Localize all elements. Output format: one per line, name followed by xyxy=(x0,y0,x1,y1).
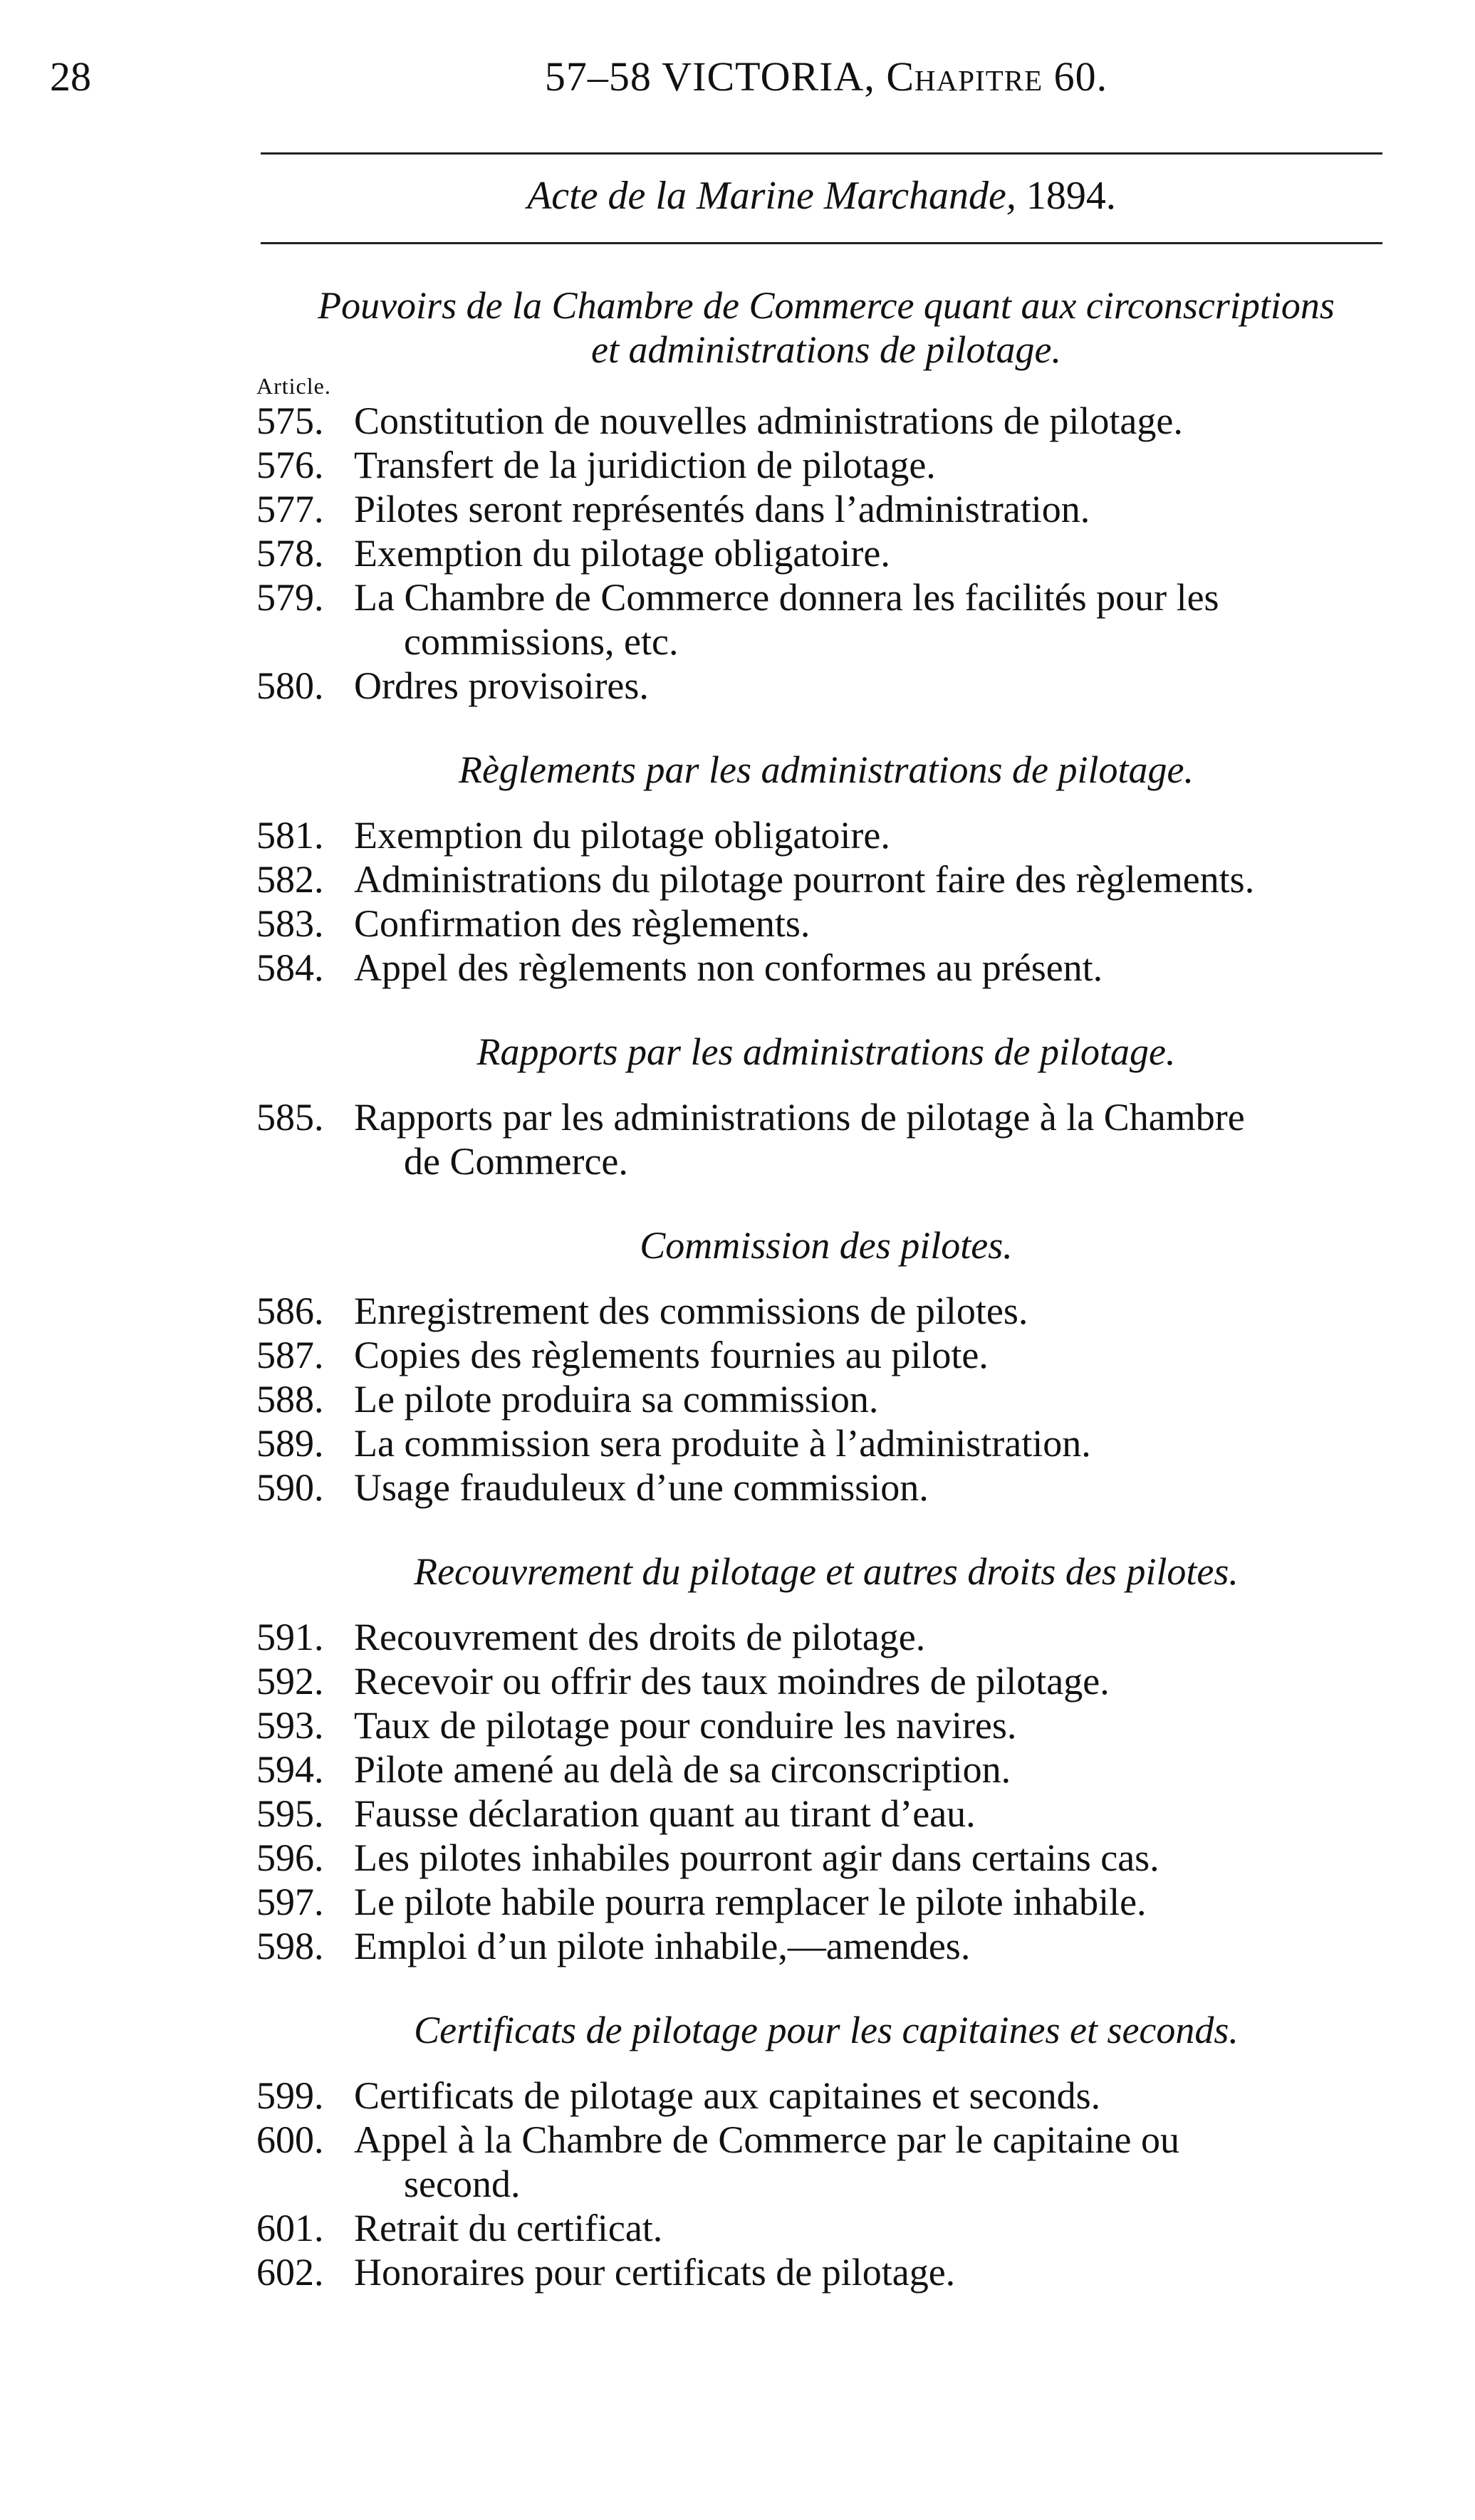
article-text: Le pilote produira sa commission. xyxy=(354,1378,879,1421)
section-recouvrement xyxy=(256,1549,1396,1968)
article-number: 602. xyxy=(256,2251,324,2294)
list-item xyxy=(256,2206,1396,2250)
article-number: 590. xyxy=(256,1466,324,1509)
act-title-name: Acte de la Marine Marchande, xyxy=(527,174,1016,218)
list-item xyxy=(256,1095,1396,1183)
article-number: 576. xyxy=(256,444,324,486)
section-certificats xyxy=(256,2008,1396,2294)
article-number: 583. xyxy=(256,902,324,945)
article-number: 577. xyxy=(256,488,324,530)
article-text: Copies des règlements fournies au pilote. xyxy=(354,1334,989,1376)
list-item xyxy=(256,1289,1396,1333)
section-rapports xyxy=(256,1030,1396,1183)
article-number: 586. xyxy=(256,1290,324,1332)
article-number: 598. xyxy=(256,1925,324,1967)
article-text-continuation: de Commerce. xyxy=(404,1140,628,1183)
article-text: Rapports par les administrations de pilotage à la Chambre xyxy=(354,1096,1245,1139)
article-number: 596. xyxy=(256,1836,324,1879)
article-number: 594. xyxy=(256,1748,324,1791)
article-number: 581. xyxy=(256,814,324,857)
list-item xyxy=(256,664,1396,708)
running-head-chapter: Chapitre 60. xyxy=(886,53,1108,100)
list-item xyxy=(256,2250,1396,2294)
article-text: La Chambre de Commerce donnera les facilités pour les xyxy=(354,576,1219,619)
act-title xyxy=(261,173,1382,219)
list-item xyxy=(256,575,1396,664)
section-reglements xyxy=(256,748,1396,990)
article-number: 584. xyxy=(256,946,324,989)
entry-list xyxy=(256,813,1396,990)
list-item xyxy=(256,1880,1396,1924)
article-text: Les pilotes inhabiles pourront agir dans certains cas. xyxy=(354,1836,1159,1879)
article-number: 585. xyxy=(256,1096,324,1139)
article-text: Exemption du pilotage obligatoire. xyxy=(354,532,890,575)
article-number: 588. xyxy=(256,1378,324,1421)
section-heading-line: Pouvoirs de la Chambre de Commerce quant aux circonscriptions xyxy=(318,284,1335,327)
article-number: 580. xyxy=(256,664,324,707)
article-number: 587. xyxy=(256,1334,324,1376)
list-item xyxy=(256,1659,1396,1703)
page-number: 28 xyxy=(50,53,91,100)
entry-list xyxy=(256,399,1396,708)
list-item xyxy=(256,443,1396,487)
list-item xyxy=(256,901,1396,946)
article-text: Taux de pilotage pour conduire les navires. xyxy=(354,1704,1017,1747)
section-heading: Recouvrement du pilotage et autres droits des pilotes. xyxy=(414,1550,1239,1593)
list-item xyxy=(256,2074,1396,2118)
list-item xyxy=(256,1747,1396,1792)
list-item xyxy=(256,1792,1396,1836)
article-number: 595. xyxy=(256,1792,324,1835)
article-text-continuation: commissions, etc. xyxy=(404,620,679,663)
article-number: 599. xyxy=(256,2074,324,2117)
list-item xyxy=(256,857,1396,901)
article-text: Appel des règlements non conformes au présent. xyxy=(354,946,1103,989)
article-number: 575. xyxy=(256,399,324,442)
entry-list xyxy=(256,2074,1396,2294)
article-text: Ordres provisoires. xyxy=(354,664,649,707)
section-pouvoirs xyxy=(256,283,1396,708)
entry-list xyxy=(256,1095,1396,1183)
article-text: Administrations du pilotage pourront faire des règlements. xyxy=(354,858,1255,901)
list-item xyxy=(256,1465,1396,1510)
section-heading-line: et administrations de pilotage. xyxy=(591,328,1061,371)
article-number: 582. xyxy=(256,858,324,901)
article-text: Pilotes seront représentés dans l’administration. xyxy=(354,488,1090,530)
article-number: 579. xyxy=(256,576,324,619)
table-of-contents xyxy=(256,283,1396,2294)
list-item xyxy=(256,1377,1396,1421)
list-item xyxy=(256,1333,1396,1377)
entry-list xyxy=(256,1615,1396,1968)
section-heading: Certificats de pilotage pour les capitaines et seconds. xyxy=(414,2009,1239,2051)
top-rule xyxy=(261,152,1382,155)
running-head xyxy=(256,53,1396,100)
list-item xyxy=(256,531,1396,575)
article-text: Usage frauduleux d’une commission. xyxy=(354,1466,929,1509)
article-number: 593. xyxy=(256,1704,324,1747)
list-item xyxy=(256,1924,1396,1968)
article-number: 600. xyxy=(256,2118,324,2161)
article-text: Honoraires pour certificats de pilotage. xyxy=(354,2251,956,2294)
article-number: 591. xyxy=(256,1616,324,1658)
article-number: 597. xyxy=(256,1881,324,1923)
article-text: Transfert de la juridiction de pilotage. xyxy=(354,444,936,486)
section-commission xyxy=(256,1223,1396,1510)
article-text-continuation: second. xyxy=(404,2163,521,2205)
article-text: Constitution de nouvelles administrations de pilotage. xyxy=(354,399,1183,442)
article-text: Recevoir ou offrir des taux moindres de pilotage. xyxy=(354,1660,1110,1703)
article-number: 601. xyxy=(256,2207,324,2249)
entry-list xyxy=(256,1289,1396,1510)
article-text: Confirmation des règlements. xyxy=(354,902,811,945)
section-heading: Commission des pilotes. xyxy=(640,1224,1013,1267)
article-text: Exemption du pilotage obligatoire. xyxy=(354,814,890,857)
list-item xyxy=(256,2118,1396,2206)
article-text: Pilote amené au delà de sa circonscription. xyxy=(354,1748,1011,1791)
article-number: 589. xyxy=(256,1422,324,1465)
article-text: Enregistrement des commissions de pilotes. xyxy=(354,1290,1028,1332)
article-text: La commission sera produite à l’administration. xyxy=(354,1422,1091,1465)
article-text: Emploi d’un pilote inhabile,—amendes. xyxy=(354,1925,971,1967)
list-item xyxy=(256,1421,1396,1465)
article-text: Recouvrement des droits de pilotage. xyxy=(354,1616,926,1658)
list-item xyxy=(256,946,1396,990)
bottom-rule xyxy=(261,242,1382,244)
section-heading xyxy=(256,283,1396,372)
article-text: Fausse déclaration quant au tirant d’eau. xyxy=(354,1792,976,1835)
article-text: Le pilote habile pourra remplacer le pilote inhabile. xyxy=(354,1881,1147,1923)
article-label: Article. xyxy=(256,373,331,399)
running-head-title: 57–58 VICTORIA, xyxy=(544,53,875,100)
article-text: Certificats de pilotage aux capitaines et seconds. xyxy=(354,2074,1101,2117)
list-item xyxy=(256,1615,1396,1659)
section-heading: Rapports par les administrations de pilotage. xyxy=(476,1030,1176,1073)
list-item xyxy=(256,1703,1396,1747)
list-item xyxy=(256,1836,1396,1880)
article-number: 592. xyxy=(256,1660,324,1703)
article-number: 578. xyxy=(256,532,324,575)
act-title-year: 1894. xyxy=(1026,174,1116,218)
list-item xyxy=(256,399,1396,443)
list-item xyxy=(256,487,1396,531)
article-text: Appel à la Chambre de Commerce par le capitaine ou xyxy=(354,2118,1180,2161)
section-heading: Règlements par les administrations de pilotage. xyxy=(459,748,1194,791)
list-item xyxy=(256,813,1396,857)
article-text: Retrait du certificat. xyxy=(354,2207,663,2249)
